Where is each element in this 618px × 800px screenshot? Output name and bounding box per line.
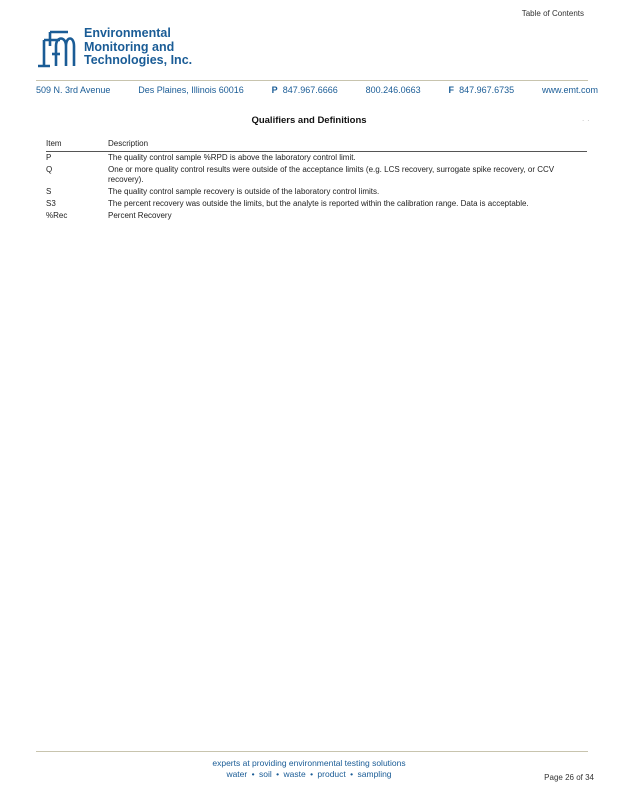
company-name-line: Environmental xyxy=(84,26,171,40)
qualifier-description: The quality control sample recovery is outside of the laboratory control limits. xyxy=(108,187,380,196)
service-item: sampling xyxy=(357,769,392,779)
fax-value: 847.967.6735 xyxy=(459,85,515,95)
street-address: 509 N. 3rd Avenue xyxy=(36,85,111,95)
footer-divider xyxy=(36,751,588,752)
qualifier-code: %Rec xyxy=(46,211,68,220)
page-number: Page 26 of 34 xyxy=(544,773,594,782)
corner-mark: · · xyxy=(582,118,590,124)
table-of-contents-link[interactable]: Table of Contents xyxy=(521,9,584,18)
phone-number xyxy=(272,85,338,95)
website-link[interactable]: www.emt.com xyxy=(541,85,598,95)
qualifier-description: One or more quality control results were outside of the acceptance limits (e.g. LCS recovery, surrogate spike recovery, or CCV recovery). xyxy=(108,165,555,184)
tollfree-number: 800.246.0663 xyxy=(365,85,421,95)
service-item: soil xyxy=(258,769,272,779)
qualifier-code: S xyxy=(46,187,52,196)
qualifier-code: P xyxy=(46,153,52,162)
phone-label: P xyxy=(271,85,278,95)
fax-number xyxy=(449,85,515,95)
qualifier-code: Q xyxy=(46,165,53,174)
qualifier-description: The percent recovery was outside the limits, but the analyte is reported within the calibration range. Data is acceptable. xyxy=(108,199,529,208)
table-row xyxy=(46,210,587,222)
company-logo xyxy=(36,26,216,70)
qualifiers-table xyxy=(46,138,587,222)
column-header-item: Item xyxy=(46,138,108,152)
contact-bar xyxy=(36,85,598,95)
table-row xyxy=(46,186,587,198)
footer-tagline: experts at providing environmental testing solutions xyxy=(212,758,406,768)
page-title: Qualifiers and Definitions xyxy=(251,115,367,126)
table-row xyxy=(46,152,587,165)
company-name xyxy=(84,27,254,68)
column-header-description: Description xyxy=(108,138,587,152)
qualifier-description: Percent Recovery xyxy=(108,211,172,220)
bullet-separator: • xyxy=(310,769,314,779)
footer-services xyxy=(0,769,618,779)
phone-value: 847.967.6666 xyxy=(282,85,338,95)
service-item: product xyxy=(317,769,346,779)
service-item: waste xyxy=(283,769,306,779)
city-address: Des Plaines, Illinois 60016 xyxy=(138,85,244,95)
qualifier-code: S3 xyxy=(46,199,56,208)
table-header-row xyxy=(46,138,587,152)
emt-logo-icon xyxy=(36,26,76,68)
table-row xyxy=(46,198,587,210)
company-name-line: Monitoring and xyxy=(84,39,175,54)
header-divider xyxy=(36,80,588,81)
bullet-separator: • xyxy=(276,769,280,779)
qualifier-description: The quality control sample %RPD is above the laboratory control limit. xyxy=(108,153,356,162)
table-row xyxy=(46,164,587,186)
bullet-separator: • xyxy=(350,769,354,779)
fax-label: F xyxy=(448,85,455,95)
service-item: water xyxy=(226,769,248,779)
bullet-separator: • xyxy=(251,769,255,779)
company-name-line: Technologies, Inc. xyxy=(84,53,193,67)
